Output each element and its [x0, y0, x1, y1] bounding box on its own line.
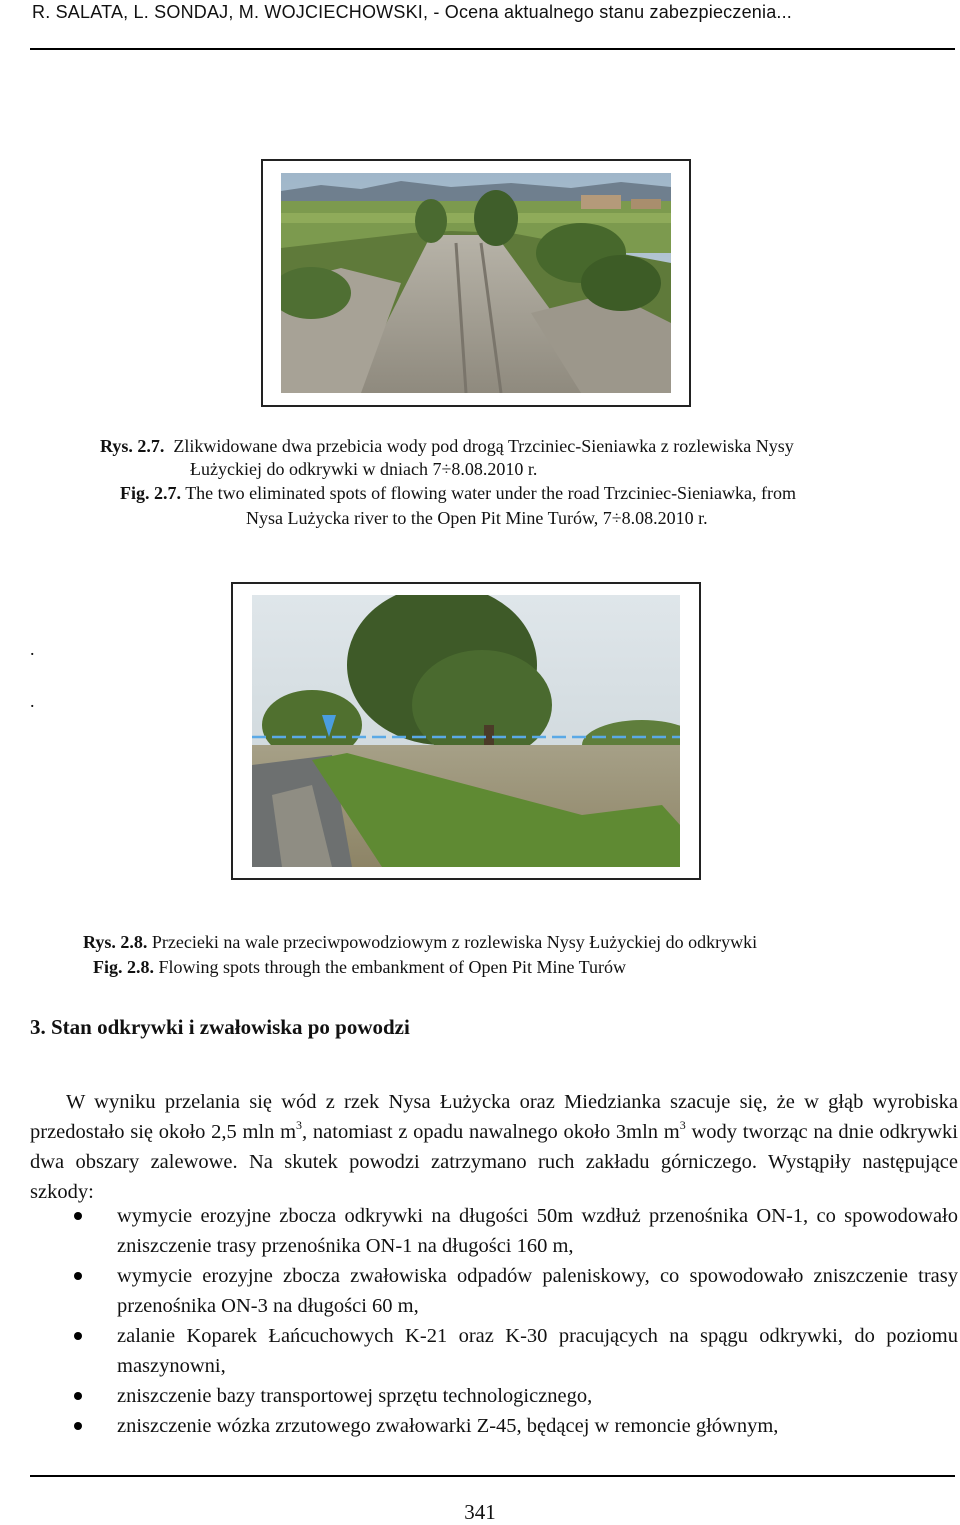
paragraph-part-3: wody tworząc na dnie odkrywki dwa obszary zalewowe. Na skutek powodzi zatrzymano ruch zakładu górniczego. Wystąpiły następujące szkody: — [30, 1121, 959, 1203]
header-rule — [30, 48, 955, 50]
list-item — [30, 1411, 958, 1441]
list-item-text: zniszczenie bazy transportowej sprzętu technologicznego, — [117, 1385, 593, 1407]
bullet-icon — [74, 1422, 82, 1430]
figure-2-8-text-pl: Przecieki na wale przeciwpowodziowym z rozlewiska Nysy Łużyckiej do odkrywki — [151, 932, 758, 952]
damage-list — [30, 1201, 958, 1441]
list-item-text: zalanie Koparek Łańcuchowych K-21 oraz K-30 pracujących na spągu odkrywki, do poziomu maszynowni, — [117, 1325, 958, 1377]
margin-mark: . — [30, 691, 35, 711]
figure-2-8-text-en: Flowing spots through the embankment of Open Pit Mine Turów — [158, 957, 626, 977]
running-header: R. SALATA, L. SONDAJ, M. WOJCIECHOWSKI, - Ocena aktualnego stanu zabezpieczenia... — [32, 2, 793, 22]
figure-2-7-text-pl-2: Łużyckiej do odkrywki w dniach 7÷8.08.2010 r. — [190, 459, 538, 479]
superscript-3: 3 — [296, 1118, 303, 1132]
figure-2-7-label-pl: Rys. 2.7. — [100, 436, 165, 456]
footer-rule — [30, 1475, 955, 1477]
list-item — [30, 1261, 958, 1321]
superscript-3: 3 — [679, 1118, 686, 1132]
figure-2-7-text-pl-1: Zlikwidowane dwa przebicia wody pod drogą Trzciniec-Sieniawka z rozlewiska Nysy — [173, 436, 794, 456]
figure-2-8-label-en: Fig. 2.8. — [93, 957, 154, 977]
paragraph-part-1: W wyniku przelania się wód z rzek Nysa Łużycka oraz Miedzianka szacuje się, że w głąb wyrobiska przedostało się około 2,5 mln m — [30, 1091, 958, 1143]
list-item — [30, 1321, 958, 1381]
bullet-icon — [74, 1392, 82, 1400]
bullet-icon — [74, 1272, 82, 1280]
section-paragraph — [30, 1087, 958, 1207]
bullet-icon — [74, 1332, 82, 1340]
bullet-icon — [74, 1212, 82, 1220]
figure-2-8-frame — [231, 582, 701, 880]
margin-mark: . — [30, 639, 35, 659]
figure-2-8-photo — [252, 595, 680, 867]
figure-2-7-text-en-2: Nysa Lużycka river to the Open Pit Mine Turów, 7÷8.08.2010 r. — [246, 508, 708, 528]
figure-2-7-frame — [261, 159, 691, 407]
page-number: 341 — [464, 1500, 496, 1524]
list-item — [30, 1381, 958, 1411]
figure-2-7-text-en-1: The two eliminated spots of flowing water under the road Trzciniec-Sieniawka, from — [185, 483, 797, 503]
list-item-text: zniszczenie wózka zrzutowego zwałowarki Z-45, będącej w remoncie głównym, — [117, 1415, 779, 1437]
paragraph-part-2: , natomiast z opadu nawalnego około 3mln m — [302, 1121, 680, 1143]
figure-2-7-label-en: Fig. 2.7. — [120, 483, 181, 503]
list-item-text: wymycie erozyjne zbocza zwałowiska odpadów paleniskowy, co spowodowało zniszczenie trasy przenośnika ON-3 na długości 60 m, — [117, 1265, 958, 1317]
figure-2-7-photo — [281, 173, 671, 393]
figure-2-8-caption-pl — [83, 929, 757, 956]
figure-2-8-label-pl: Rys. 2.8. — [83, 932, 148, 952]
list-item-text: wymycie erozyjne zbocza odkrywki na długości 50m wzdłuż przenośnika ON-1, co spowodowało zniszczenie trasy przenośnika ON-1 na długości 160 m, — [117, 1205, 958, 1257]
section-heading: 3. Stan odkrywki i zwałowiska po powodzi — [30, 1015, 410, 1039]
figure-2-7-caption-en-line1 — [120, 480, 796, 507]
figure-2-8-caption-en — [93, 954, 626, 981]
list-item — [30, 1201, 958, 1261]
